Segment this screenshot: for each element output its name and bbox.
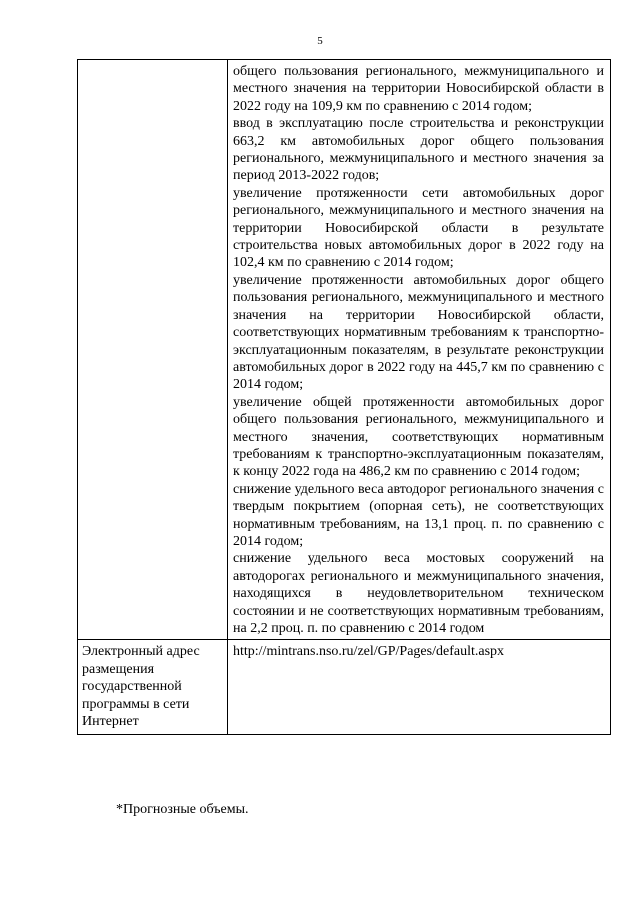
address-label-line: Электронный адрес: [82, 644, 200, 660]
page-number: 5: [317, 35, 323, 47]
result-paragraph: увеличение протяженности автомобильных дорог общего пользования регионального, межмуниципального и местного значения на территории Новосибирской области, соответствующих нормативным требованиям к транспортно-эксплуатационным показателям, в результате реконструкции автомобильных дорог в 2022 году на 445,7 км по сравнению с 2014 годом;: [233, 272, 604, 393]
program-passport-table: [77, 59, 611, 735]
result-paragraph: увеличение протяженности сети автомобильных дорог регионального, межмуниципального и местного значения на территории Новосибирской области в результате строительства новых автомобильных дорог в 2022 году на 102,4 км по сравнению с 2014 годом;: [233, 185, 604, 271]
table-cell-empty-label: [78, 60, 228, 640]
result-paragraph: увеличение общей протяженности автомобильных дорог общего пользования регионального, межмуниципального и местного значения, соответствующих нормативным требованиям к транспортно-эксплуатационным показателям, к концу 2022 года на 486,2 км по сравнению с 2014 годом;: [233, 394, 604, 480]
result-paragraph: снижение удельного веса мостовых сооружений на автодорогах регионального и межмуниципального значения, находящихся в неудовлетворительном техническом состоянии и не соответствующих нормативным требованиям, на 2,2 проц. п. по сравнению с 2014 годом: [233, 551, 604, 636]
address-label-line: размещения: [82, 661, 155, 677]
address-label-line: государственной: [82, 679, 182, 695]
footnote-forecast: *Прогнозные объемы.: [116, 802, 249, 817]
address-label-line: программы в сети: [82, 696, 190, 712]
table-row-internet-address: [78, 640, 611, 735]
table-row-expected-results: [78, 60, 611, 640]
table-cell-address-value: [228, 640, 611, 735]
result-paragraph: ввод в эксплуатацию после строительства и реконструкции 663,2 км автомобильных дорог общего пользования регионального, межмуниципального и местного значения за период 2013-2022 годов;: [233, 116, 604, 184]
address-label-line: Интернет: [82, 714, 139, 730]
table-cell-address-label: [78, 640, 228, 735]
result-paragraph: общего пользования регионального, межмуниципального и местного значения на территории Новосибирской области в 2022 году на 109,9 км по сравнению с 2014 годом;: [233, 64, 604, 114]
table-cell-expected-results: [228, 60, 611, 640]
result-paragraph: снижение удельного веса автодорог регионального значения с твердым покрытием (опорная сеть), не соответствующих нормативным требованиям, на 13,1 проц. п. по сравнению с 2014 годом;: [233, 481, 604, 549]
program-url-link[interactable]: http://mintrans.nso.ru/zel/GP/Pages/default.aspx: [233, 644, 505, 660]
